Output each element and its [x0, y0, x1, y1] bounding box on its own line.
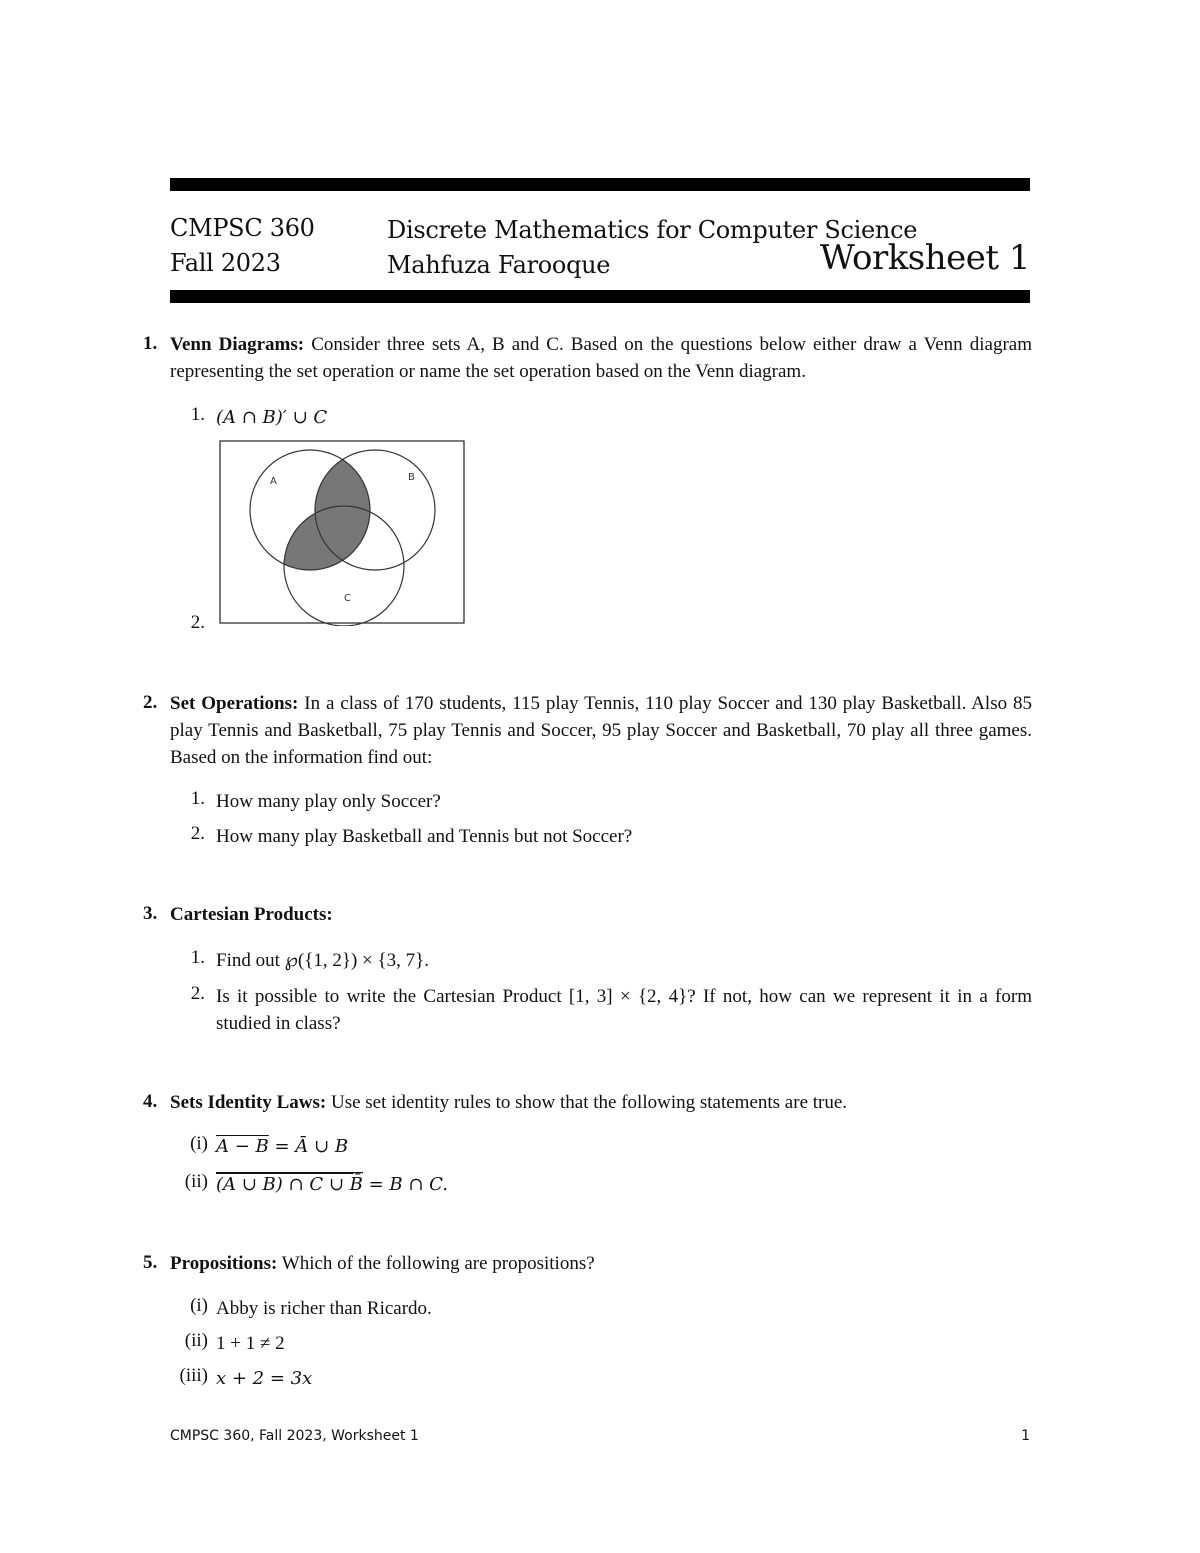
q4-number: 4. — [143, 1091, 158, 1112]
q4-item1-rhs: = Ā ∪ B — [274, 1136, 349, 1157]
q4-item1-lhs: A − B — [216, 1136, 269, 1157]
q5-item3-text: x + 2 = 3x — [216, 1368, 313, 1389]
venn-label-b: B — [408, 472, 415, 483]
q5-item1-text: Abby is richer than Ricardo. — [216, 1298, 432, 1319]
q2-text: In a class of 170 students, 115 play Tennis, 110 play Soccer and 130 play Basketball. Also 85 play Tennis and Basketball, 75 play Tennis and Soccer, 95 play Soccer and Basketball, 70 play all three games. Based on the information find out: — [170, 693, 1033, 768]
course-code: CMPSC 360 — [170, 214, 315, 242]
q3-item2-text: Is it possible to write the Cartesian Product [1, 3] × {2, 4}? If not, how can we represent it in a form studied in class? — [216, 986, 1032, 1034]
q3-item1-number: 1. — [190, 947, 205, 968]
q2-heading: Set Operations: — [170, 693, 299, 714]
footer-left: CMPSC 360, Fall 2023, Worksheet 1 — [170, 1428, 419, 1444]
q2-item2-text: How many play Basketball and Tennis but not Soccer? — [216, 826, 633, 847]
course-title: Discrete Mathematics for Computer Science — [387, 216, 918, 244]
q2-body — [170, 690, 1032, 771]
q1-number: 1. — [143, 333, 158, 354]
q4-item2-expression — [216, 1171, 448, 1198]
header-top-rule — [170, 178, 1030, 191]
q1-item2-number: 2. — [190, 612, 205, 633]
venn-label-c: C — [344, 593, 351, 604]
q3-heading: Cartesian Products: — [170, 904, 333, 925]
q2-item1-text: How many play only Soccer? — [216, 791, 441, 812]
q5-item1-number: (i) — [190, 1295, 208, 1316]
q3-item1-text: Find out ℘({1, 2}) × {3, 7}. — [216, 950, 429, 971]
q1-text: Consider three sets A, B and C. Based on the questions below either draw a Venn diagram representing the set operation or name the set operation based on the Venn diagram. — [170, 334, 1033, 382]
instructor-name: Mahfuza Farooque — [387, 251, 611, 279]
venn-label-a: A — [270, 476, 277, 487]
q5-item2-text: 1 + 1 ≠ 2 — [216, 1333, 285, 1354]
q2-item1-number: 1. — [190, 788, 205, 809]
q5-text: Which of the following are propositions? — [281, 1253, 595, 1274]
q4-item1-expression — [216, 1133, 348, 1160]
q4-heading: Sets Identity Laws: — [170, 1092, 327, 1113]
q5-number: 5. — [143, 1252, 158, 1273]
q4-item1-number: (i) — [190, 1133, 208, 1154]
q1-body — [170, 331, 1032, 385]
q5-heading: Propositions: — [170, 1253, 278, 1274]
q3-item2-number: 2. — [190, 983, 205, 1004]
q4-text: Use set identity rules to show that the following statements are true. — [330, 1092, 848, 1113]
q5-item2-number: (ii) — [184, 1330, 208, 1351]
q4-body — [170, 1089, 1032, 1116]
q3-body — [170, 901, 1032, 928]
term: Fall 2023 — [170, 249, 281, 277]
q1-item1-expression: (A ∩ B)′ ∪ C — [216, 407, 328, 428]
q4-item2-rhs: = B ∩ C. — [368, 1174, 449, 1195]
q5-body — [170, 1250, 1032, 1277]
q4-item2-lhs: (A ∪ B) ∩ C ∪ B̄ — [216, 1174, 363, 1195]
venn-diagram — [218, 438, 466, 626]
q4-item2-number: (ii) — [184, 1171, 208, 1192]
header-bottom-rule — [170, 290, 1030, 303]
q3-number: 3. — [143, 903, 158, 924]
q1-item1-number: 1. — [190, 404, 205, 425]
page-number: 1 — [1021, 1428, 1030, 1444]
q2-number: 2. — [143, 692, 158, 713]
q5-item3-number: (iii) — [179, 1365, 208, 1386]
q2-item2-number: 2. — [190, 823, 205, 844]
q1-heading: Venn Diagrams: — [170, 334, 305, 355]
worksheet-title: Worksheet 1 — [819, 238, 1030, 278]
